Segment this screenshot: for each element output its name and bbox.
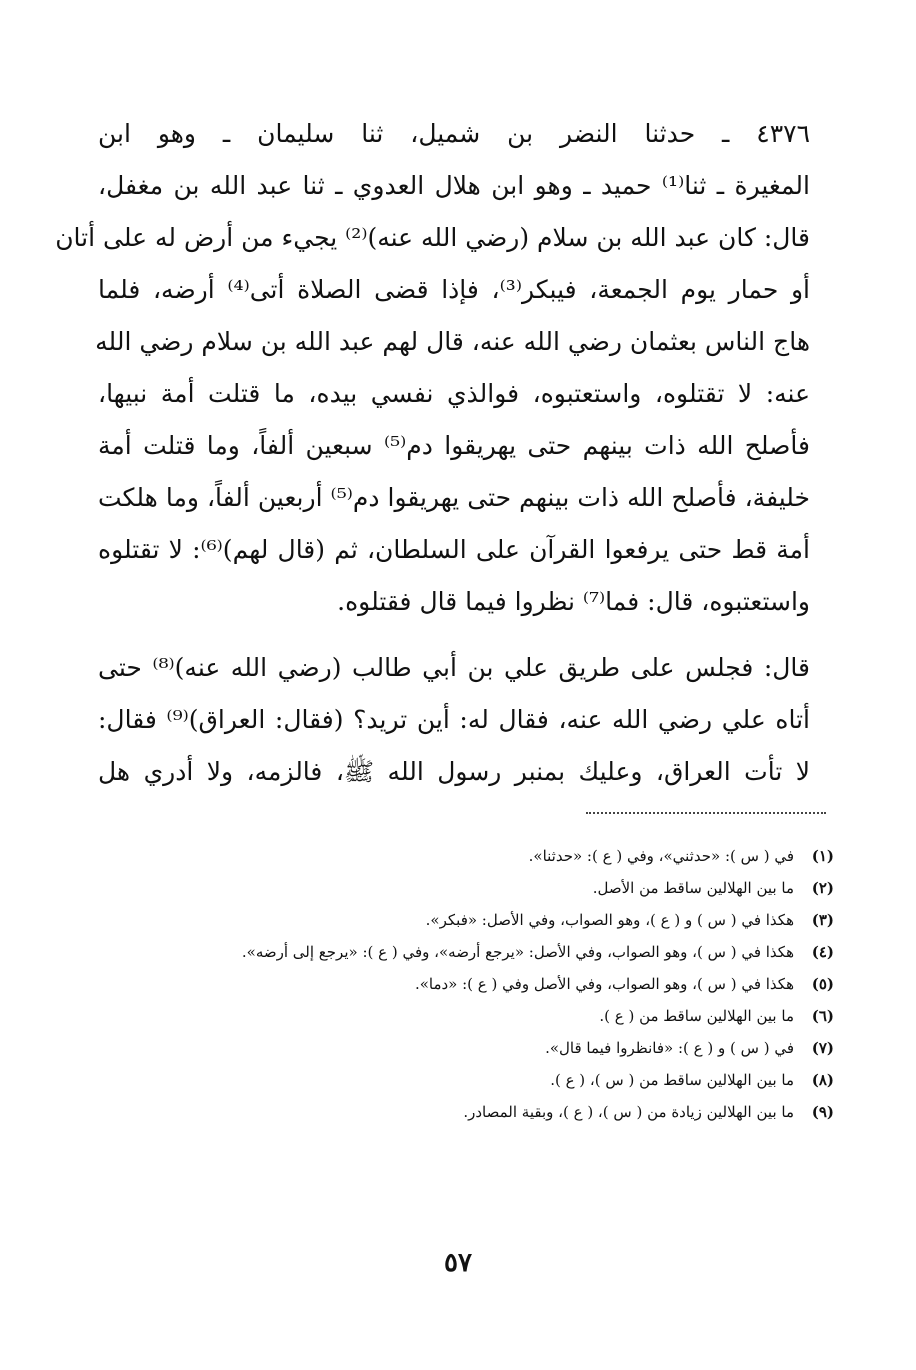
footnote-number: (٩) xyxy=(811,1103,834,1121)
footnote-number: (٥) xyxy=(811,975,834,993)
main-text xyxy=(55,108,810,798)
footnote-number: (٦) xyxy=(811,1007,834,1025)
footnotes xyxy=(98,840,834,1128)
text-line: ٤٣٧٦ ـ حدثنا النضر بن شميل، ثنا سليمان ـ وهو ابن xyxy=(98,119,810,148)
footnote xyxy=(98,872,834,904)
paragraph-gap xyxy=(98,628,810,642)
footnote xyxy=(98,1032,834,1064)
footnote xyxy=(98,936,834,968)
footnote-text: ما بين الهلالين زيادة من ( س )، ( ع )، وبقية المصادر. xyxy=(463,1103,794,1121)
footnote-text: ما بين الهلالين ساقط من ( س )، ( ع ). xyxy=(550,1071,794,1089)
footnote xyxy=(98,1064,834,1096)
footnote-text: هكذا في ( س ) و ( ع )، وهو الصواب، وفي الأصل: «فبكر». xyxy=(425,911,794,929)
text-line: لا تأت العراق، وعليك بمنبر رسول الله ﷺ، فالزمه، ولا أدري هل xyxy=(98,757,810,786)
text-line: قال: كان عبد الله بن سلام (رضي الله عنه)⁽²⁾ يجيء من أرض له على أتان xyxy=(55,223,810,252)
footnote-number: (٢) xyxy=(811,879,834,897)
text-line: فأصلح الله ذات بينهم حتى يهريقوا دم⁽⁵⁾ سبعين ألفاً، وما قتلت أمة xyxy=(98,431,810,460)
footnote-text: هكذا في ( س )، وهو الصواب، وفي الأصل: «يرجع أرضه»، وفي ( ع ): «يرجع إلى أرضه». xyxy=(241,943,794,961)
footnote-separator xyxy=(586,812,826,814)
text-line: خليفة، فأصلح الله ذات بينهم حتى يهريقوا دم⁽⁵⁾ أربعين ألفاً، وما هلكت xyxy=(98,483,810,512)
footnote xyxy=(98,1096,834,1128)
footnote xyxy=(98,904,834,936)
footnote-text: في ( س ) و ( ع ): «فانظروا فيما قال». xyxy=(545,1039,794,1057)
footnote xyxy=(98,1000,834,1032)
text-line: أمة قط حتى يرفعوا القرآن على السلطان، ثم (قال لهم)⁽⁶⁾: لا تقتلوه xyxy=(98,535,810,564)
text-line: المغيرة ـ ثنا⁽¹⁾ حميد ـ وهو ابن هلال العدوي ـ ثنا عبد الله بن مغفل، xyxy=(98,171,810,200)
footnote-text: في ( س ): «حدثني»، وفي ( ع ): «حدثنا». xyxy=(528,847,794,865)
footnote xyxy=(98,840,834,872)
page-number: ٥٧ xyxy=(444,1248,472,1278)
text-line: هاج الناس بعثمان رضي الله عنه، قال لهم عبد الله بن سلام رضي الله xyxy=(95,327,810,356)
text-line: أتاه علي رضي الله عنه، فقال له: أين تريد؟ (فقال: العراق)⁽⁹⁾ فقال: xyxy=(98,705,810,734)
footnote-text: ما بين الهلالين ساقط من الأصل. xyxy=(592,879,794,897)
text-line: عنه: لا تقتلوه، واستعتبوه، فوالذي نفسي بيده، ما قتلت أمة نبيها، xyxy=(98,379,810,408)
footnote-number: (٤) xyxy=(811,943,834,961)
footnote-number: (٨) xyxy=(811,1071,834,1089)
footnote-text: ما بين الهلالين ساقط من ( ع ). xyxy=(599,1007,794,1025)
footnote xyxy=(98,968,834,1000)
footnote-number: (١) xyxy=(811,847,834,865)
text-line: أو حمار يوم الجمعة، فيبكر⁽³⁾، فإذا قضى الصلاة أتى⁽⁴⁾ أرضه، فلما xyxy=(98,275,810,304)
footnote-number: (٧) xyxy=(811,1039,834,1057)
text-line: واستعتبوه، قال: فما⁽⁷⁾ نظروا فيما قال فقتلوه. xyxy=(337,587,810,616)
footnote-number: (٣) xyxy=(811,911,834,929)
text-line: قال: فجلس على طريق علي بن أبي طالب (رضي الله عنه)⁽⁸⁾ حتى xyxy=(98,653,810,682)
footnote-text: هكذا في ( س )، وهو الصواب، وفي الأصل وفي ( ع ): «دما». xyxy=(414,975,794,993)
